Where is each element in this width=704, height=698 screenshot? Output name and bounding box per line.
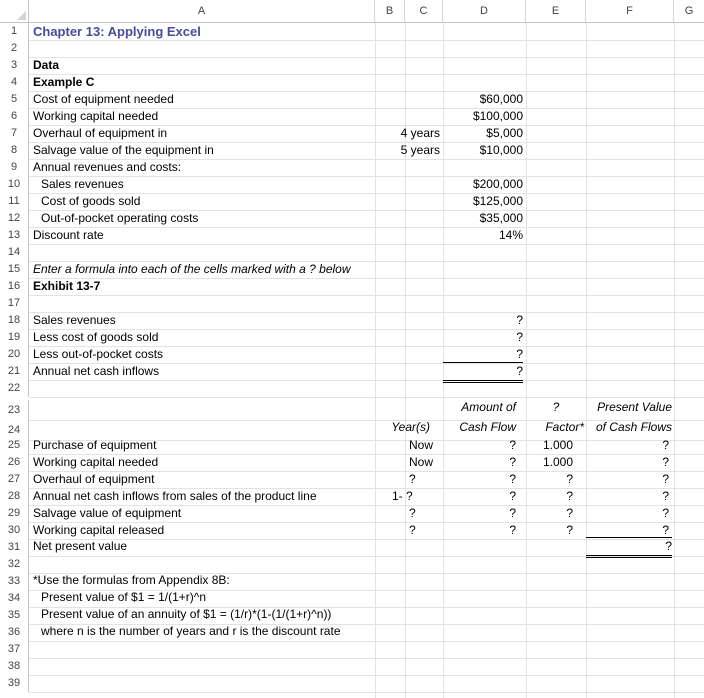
row-header[interactable]: 17 <box>0 295 29 312</box>
row-header[interactable]: 24 <box>0 420 29 440</box>
row-header[interactable]: 28 <box>0 488 29 505</box>
npv-row-amount[interactable]: ? <box>509 455 516 469</box>
income-sales-label[interactable]: Sales revenues <box>33 313 116 327</box>
exhibit-heading[interactable]: Exhibit 13-7 <box>33 279 101 293</box>
value-working-capital[interactable]: $100,000 <box>472 109 523 123</box>
row-header[interactable]: 8 <box>0 142 29 159</box>
note-line-1[interactable]: *Use the formulas from Appendix 8B: <box>33 573 230 587</box>
npv-row-amount[interactable]: ? <box>509 506 516 520</box>
npv-row-year[interactable]: ? <box>409 506 416 520</box>
label-annual-revenues[interactable]: Annual revenues and costs: <box>33 160 182 174</box>
row-header[interactable]: 31 <box>0 539 29 556</box>
instruction-text[interactable]: Enter a formula into each of the cells marked with a ? below <box>33 262 351 276</box>
npv-row-present-value[interactable]: ? <box>662 489 669 503</box>
header-pv-line1[interactable]: Present Value <box>597 400 672 414</box>
income-oop-value[interactable]: ? <box>516 347 523 361</box>
label-cogs[interactable]: Cost of goods sold <box>41 194 141 208</box>
column-header-f[interactable]: F <box>586 0 674 22</box>
income-sales-value[interactable]: ? <box>516 313 523 327</box>
npv-row-amount[interactable]: ? <box>509 489 516 503</box>
row-header[interactable]: 26 <box>0 454 29 471</box>
label-oop-costs[interactable]: Out-of-pocket operating costs <box>41 211 199 225</box>
row-header[interactable]: 37 <box>0 641 29 658</box>
row-header[interactable]: 29 <box>0 505 29 522</box>
row-header[interactable]: 39 <box>0 675 29 692</box>
income-net-value[interactable]: ? <box>443 362 523 383</box>
row-header[interactable]: 18 <box>0 312 29 329</box>
row-header[interactable]: 9 <box>0 159 29 176</box>
income-cogs-label[interactable]: Less cost of goods sold <box>33 330 159 344</box>
npv-total-label[interactable]: Net present value <box>33 539 128 553</box>
header-year[interactable]: Year(s) <box>391 420 430 434</box>
row-header[interactable]: 7 <box>0 125 29 142</box>
column-header-e[interactable]: E <box>526 0 586 22</box>
label-working-capital[interactable]: Working capital needed <box>33 109 159 123</box>
column-header-bar <box>0 0 704 23</box>
npv-row-factor[interactable]: ? <box>566 506 573 520</box>
npv-row-factor[interactable]: ? <box>566 523 573 537</box>
npv-row-present-value[interactable]: ? <box>662 438 669 452</box>
row-header[interactable]: 11 <box>0 193 29 210</box>
npv-row-factor[interactable]: ? <box>566 489 573 503</box>
income-oop-label[interactable]: Less out-of-pocket costs <box>33 347 164 361</box>
npv-row-label[interactable]: Working capital released <box>33 523 165 537</box>
header-factor-line1[interactable]: ? <box>552 400 560 414</box>
npv-row-year[interactable]: ? <box>409 472 416 486</box>
npv-row-factor[interactable]: ? <box>566 472 573 486</box>
row-header[interactable]: 34 <box>0 590 29 607</box>
column-header-b[interactable]: B <box>375 0 405 22</box>
row-header[interactable]: 20 <box>0 346 29 363</box>
row-header[interactable]: 13 <box>0 227 29 244</box>
row-header[interactable]: 16 <box>0 278 29 295</box>
row-header[interactable]: 23 <box>0 400 29 420</box>
column-header-a[interactable]: A <box>29 0 375 22</box>
row-header[interactable]: 6 <box>0 108 29 125</box>
header-amount-line1[interactable]: Amount of <box>461 400 516 414</box>
npv-row-year[interactable]: 1- ? <box>392 489 413 503</box>
row-header[interactable]: 3 <box>0 57 29 74</box>
row-header[interactable]: 35 <box>0 607 29 624</box>
row-header[interactable]: 27 <box>0 471 29 488</box>
npv-row-factor[interactable]: 1.000 <box>542 438 573 452</box>
value-salvage[interactable]: $10,000 <box>479 143 523 157</box>
npv-row-year[interactable]: Now <box>409 455 434 469</box>
select-all-triangle-icon <box>17 11 26 20</box>
header-pv-line2[interactable]: of Cash Flows <box>595 420 672 434</box>
select-all-corner[interactable] <box>0 0 29 22</box>
column-header-c[interactable]: C <box>405 0 443 22</box>
label-overhaul[interactable]: Overhaul of equipment in <box>33 126 168 140</box>
row-header[interactable]: 1 <box>0 23 29 40</box>
label-sales-revenues[interactable]: Sales revenues <box>41 177 124 191</box>
row-header[interactable]: 5 <box>0 91 29 108</box>
row-header[interactable]: 25 <box>0 437 29 454</box>
npv-row-present-value[interactable]: ? <box>662 455 669 469</box>
npv-row-year[interactable]: Now <box>409 438 434 452</box>
row-header[interactable]: 38 <box>0 658 29 675</box>
years-overhaul[interactable]: 4 years <box>400 126 440 140</box>
row-header[interactable]: 2 <box>0 40 29 57</box>
label-cost-equipment[interactable]: Cost of equipment needed <box>33 92 174 106</box>
row-header[interactable]: 14 <box>0 244 29 261</box>
value-overhaul[interactable]: $5,000 <box>486 126 523 140</box>
sheet-title[interactable]: Chapter 13: Applying Excel <box>33 24 201 39</box>
npv-row-label[interactable]: Salvage value of equipment <box>33 506 182 520</box>
npv-row-label[interactable]: Working capital needed <box>33 455 159 469</box>
row-header[interactable]: 32 <box>0 556 29 573</box>
row-header[interactable]: 33 <box>0 573 29 590</box>
header-amount-line2[interactable]: Cash Flow <box>459 420 516 434</box>
note-line-4[interactable]: where n is the number of years and r is the discount rate <box>41 624 341 638</box>
value-cogs[interactable]: $125,000 <box>472 194 523 208</box>
row-header[interactable]: 4 <box>0 74 29 91</box>
npv-total-value[interactable]: ? <box>586 537 672 558</box>
row-header[interactable]: 22 <box>0 380 29 397</box>
row-header[interactable]: 10 <box>0 176 29 193</box>
label-salvage[interactable]: Salvage value of the equipment in <box>33 143 214 157</box>
npv-row-present-value[interactable]: ? <box>662 506 669 520</box>
row-header[interactable]: 12 <box>0 210 29 227</box>
income-cogs-value[interactable]: ? <box>516 330 523 344</box>
years-salvage[interactable]: 5 years <box>400 143 440 157</box>
row-header[interactable]: 15 <box>0 261 29 278</box>
value-sales-revenues[interactable]: $200,000 <box>472 177 523 191</box>
npv-row-label[interactable]: Overhaul of equipment <box>33 472 155 486</box>
row-header[interactable]: 30 <box>0 522 29 539</box>
income-net-label[interactable]: Annual net cash inflows <box>33 364 160 378</box>
column-header-d[interactable]: D <box>443 0 526 22</box>
value-discount-rate[interactable]: 14% <box>498 228 523 242</box>
row-header[interactable]: 19 <box>0 329 29 346</box>
row-header[interactable]: 36 <box>0 624 29 641</box>
npv-row-present-value[interactable]: ? <box>662 472 669 486</box>
row-header[interactable]: 21 <box>0 363 29 380</box>
npv-row-present-value[interactable]: ? <box>662 523 669 537</box>
npv-row-amount[interactable]: ? <box>509 472 516 486</box>
npv-row-amount[interactable]: ? <box>509 523 516 537</box>
label-discount-rate[interactable]: Discount rate <box>33 228 104 242</box>
value-oop-costs[interactable]: $35,000 <box>479 211 523 225</box>
example-heading[interactable]: Example C <box>33 75 95 89</box>
column-header-g[interactable]: G <box>684 5 694 17</box>
value-cost-equipment[interactable]: $60,000 <box>479 92 523 106</box>
note-line-2[interactable]: Present value of $1 = 1/(1+r)^n <box>41 590 207 604</box>
npv-row-label[interactable]: Annual net cash inflows from sales of the product line <box>33 489 317 503</box>
npv-row-factor[interactable]: 1.000 <box>542 455 573 469</box>
npv-row-amount[interactable]: ? <box>509 438 516 452</box>
data-heading[interactable]: Data <box>33 58 60 72</box>
header-factor-line2[interactable]: Factor* <box>545 420 584 434</box>
npv-row-year[interactable]: ? <box>409 523 416 537</box>
npv-row-label[interactable]: Purchase of equipment <box>33 438 157 452</box>
note-line-3[interactable]: Present value of an annuity of $1 = (1/r)*(1-(1/(1+r)^n)) <box>41 607 332 621</box>
